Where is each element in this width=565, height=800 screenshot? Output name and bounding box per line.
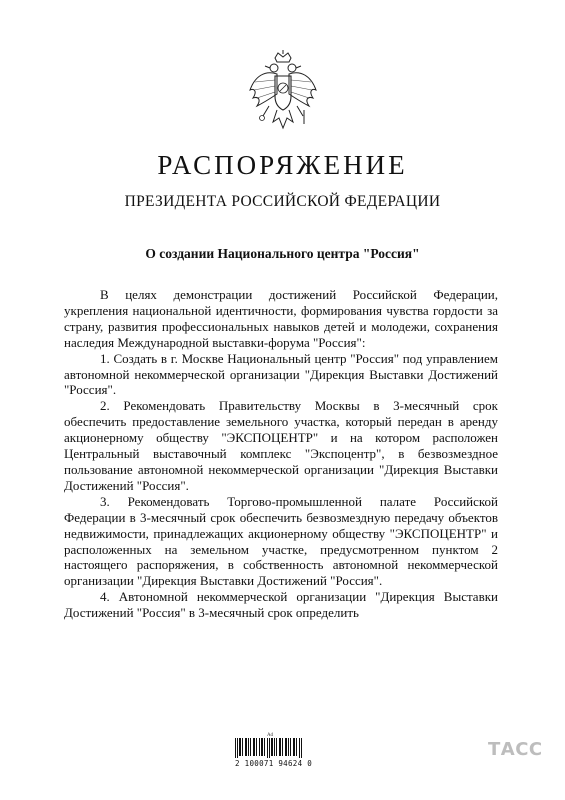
clause-3-paragraph: 3. Рекомендовать Торгово-промышленной палате Российской Федерации в 3-месячный срок обеспечить безвозмездную передачу объектов недвижимости, принадлежащих акционерному обществу "ЭКСПОЦЕНТР" и расположенных на земельном участке, предусмотренном пунктом 2 настоящего распоряжения, в собственность автономной некоммерческой организации "Дирекция Выставки Достижений "Россия". (64, 493, 498, 589)
barcode-block (235, 733, 313, 768)
barcode-icon (235, 738, 305, 758)
clause-1-paragraph: 1. Создать в г. Москве Национальный центр "Россия" под управлением автономной некоммерческой организации "Дирекция Выставки Достижений "Россия". (64, 350, 498, 398)
order-heading: О создании Национального центра "Россия" (145, 246, 420, 261)
clause-2-paragraph: 2. Рекомендовать Правительству Москвы в 3-месячный срок обеспечить предоставление земельного участка, который передан в аренду акционерному обществу "ЭКСПОЦЕНТР" и на котором расположен Центральный выставочный комплекс "Экспоцентр", в безвозмездное пользование автономной некоммерческой организации "Дирекция Выставки Достижений "Россия". (64, 398, 498, 493)
document-type-title: РАСПОРЯЖЕНИЕ (157, 150, 408, 180)
barcode-number: 2 100071 94624 0 (235, 759, 313, 768)
order-body (64, 287, 498, 621)
coat-of-arms-emblem-icon (247, 50, 319, 136)
clause-4-paragraph: 4. Автономной некоммерческой организации "Дирекция Выставки Достижений "Россия" в 3-месячный срок определить (64, 589, 498, 621)
tass-watermark: ТАСС (488, 739, 543, 760)
preamble-paragraph: В целях демонстрации достижений Российской Федерации, укрепления национальной идентичности, формирования чувства гордости за страну, развития профессиональных навыков детей и молодежи, сохранения наследия Международной выставки-форума "Россия": (64, 287, 498, 350)
issuer-subtitle: ПРЕЗИДЕНТА РОССИЙСКОЙ ФЕДЕРАЦИИ (124, 193, 441, 210)
barcode-label: Ad (266, 733, 274, 738)
